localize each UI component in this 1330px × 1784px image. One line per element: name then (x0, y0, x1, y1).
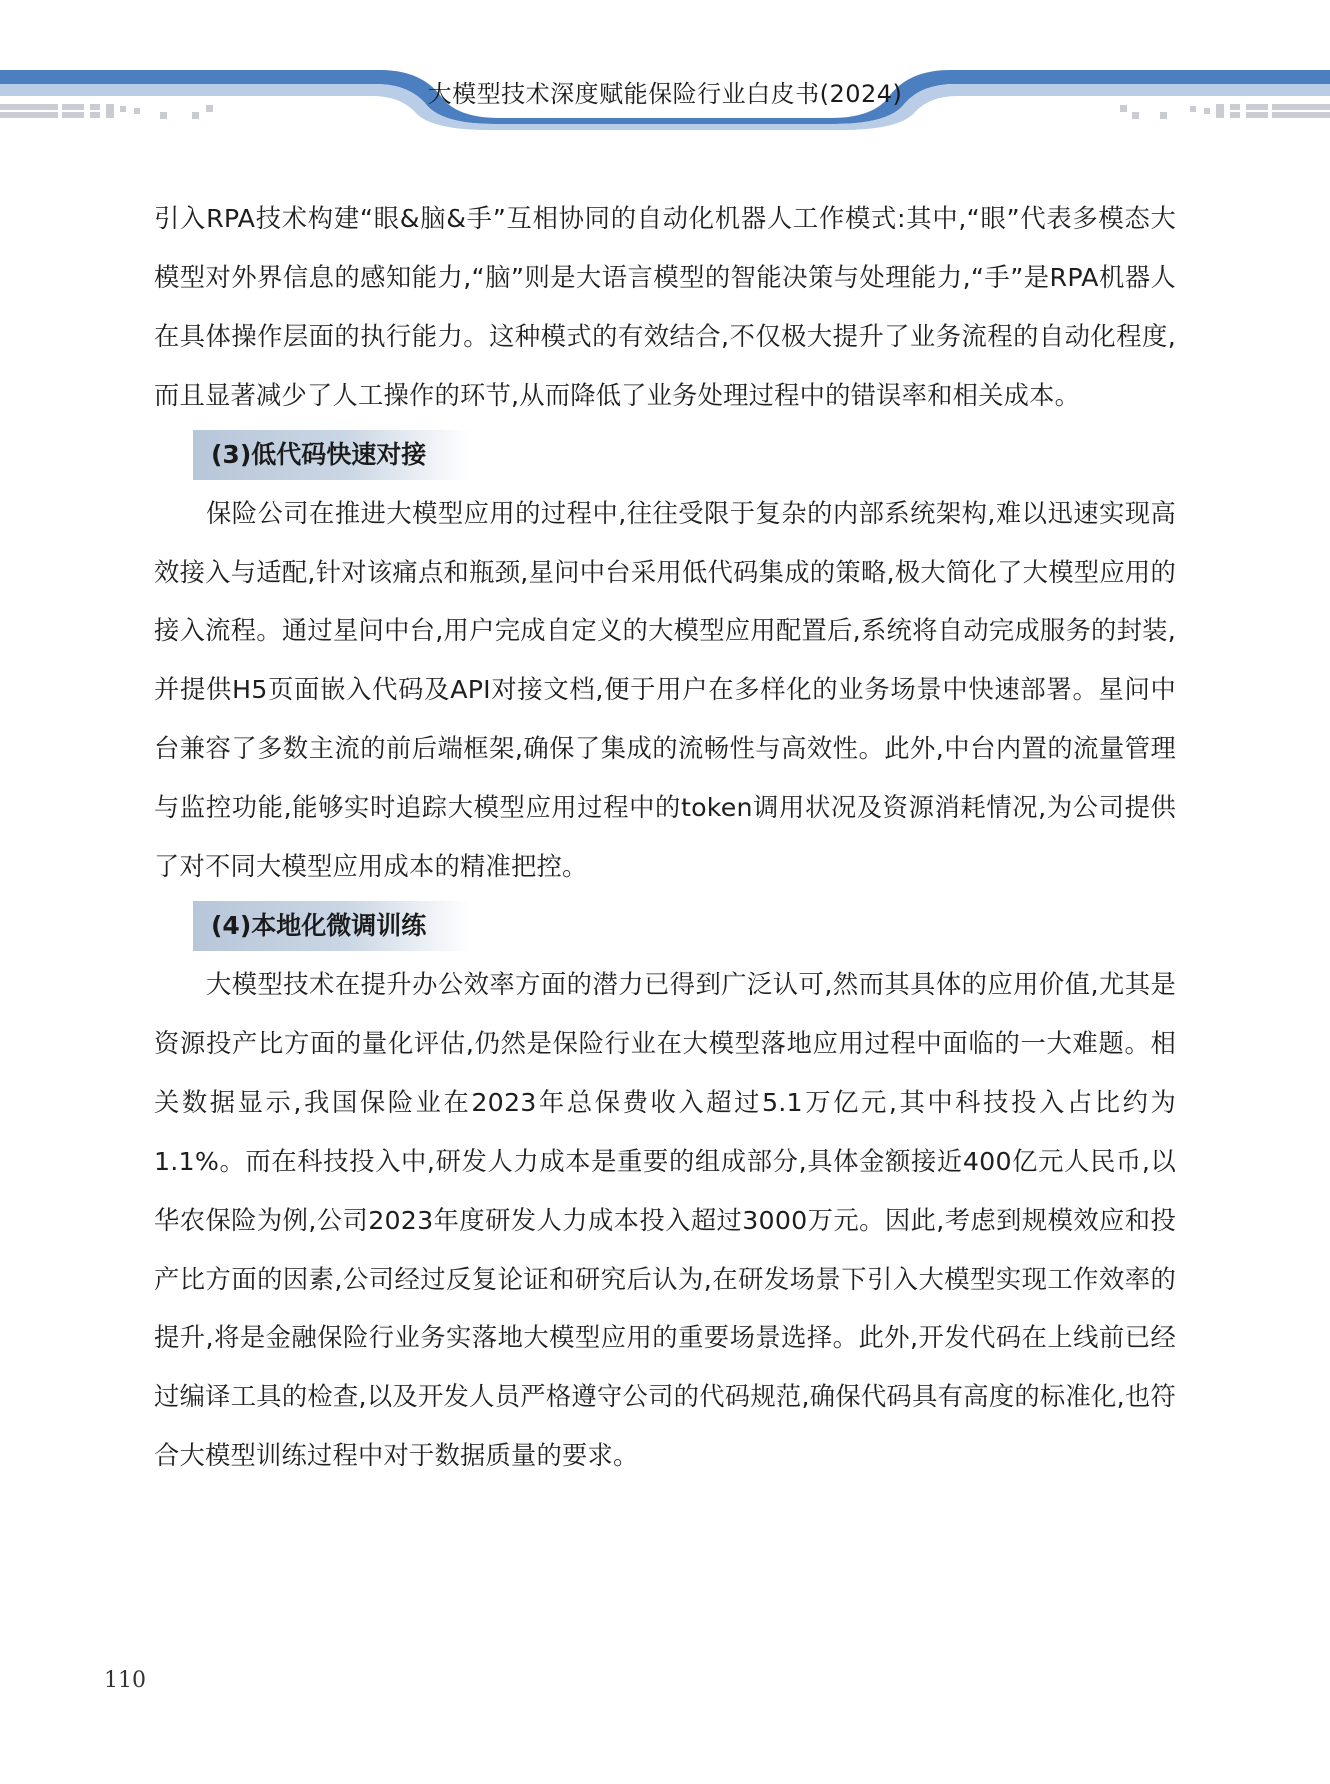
section-heading-low-code: (3)低代码快速对接 (193, 430, 471, 480)
paragraph-low-code: 保险公司在推进大模型应用的过程中,往往受限于复杂的内部系统架构,难以迅速实现高效接入与适配,针对该痛点和瓶颈,星问中台采用低代码集成的策略,极大简化了大模型应用的接入流程。通过星问中台,用户完成自定义的大模型应用配置后,系统将自动完成服务的封装,并提供H5页面嵌入代码及API对接文档,便于用户在多样化的业务场景中快速部署。星问中台兼容了多数主流的前后端框架,确保了集成的流畅性与高效性。此外,中台内置的流量管理与监控功能,能够实时追踪大模型应用过程中的token调用状况及资源消耗情况,为公司提供了对不同大模型应用成本的精准把控。 (154, 498, 1176, 882)
page-content (154, 190, 1176, 1486)
paragraph-fine-tuning: 大模型技术在提升办公效率方面的潜力已得到广泛认可,然而其具体的应用价值,尤其是资源投产比方面的量化评估,仍然是保险行业在大模型落地应用过程中面临的一大难题。相关数据显示,我国保险业在2023年总保费收入超过5.1万亿元,其中科技投入占比约为1.1%。而在科技投入中,研发人力成本是重要的组成部分,具体金额接近400亿元人民币,以华农保险为例,公司2023年度研发人力成本投入超过3000万元。因此,考虑到规模效应和投产比方面的因素,公司经过反复论证和研究后认为,在研发场景下引入大模型实现工作效率的提升,将是金融保险行业务实落地大模型应用的重要场景选择。此外,开发代码在上线前已经过编译工具的检查,以及开发人员严格遵守公司的代码规范,确保代码具有高度的标准化,也符合大模型训练过程中对于数据质量的要求。 (154, 969, 1176, 1471)
paragraph-rpa: 引入RPA技术构建“眼&脑&手”互相协同的自动化机器人工作模式:其中,“眼”代表多模态大模型对外界信息的感知能力,“脑”则是大语言模型的智能决策与处理能力,“手”是RPA机器人在具体操作层面的执行能力。这种模式的有效结合,不仅极大提升了业务流程的自动化程度,而且显著减少了人工操作的环节,从而降低了业务处理过程中的错误率和相关成本。 (154, 204, 1176, 410)
header-banner-graphic (0, 0, 1330, 140)
header-title: 大模型技术深度赋能保险行业白皮书(2024) (427, 80, 903, 108)
page-header (0, 0, 1330, 140)
page-number: 110 (104, 1668, 146, 1693)
section-heading-fine-tuning: (4)本地化微调训练 (193, 901, 471, 951)
